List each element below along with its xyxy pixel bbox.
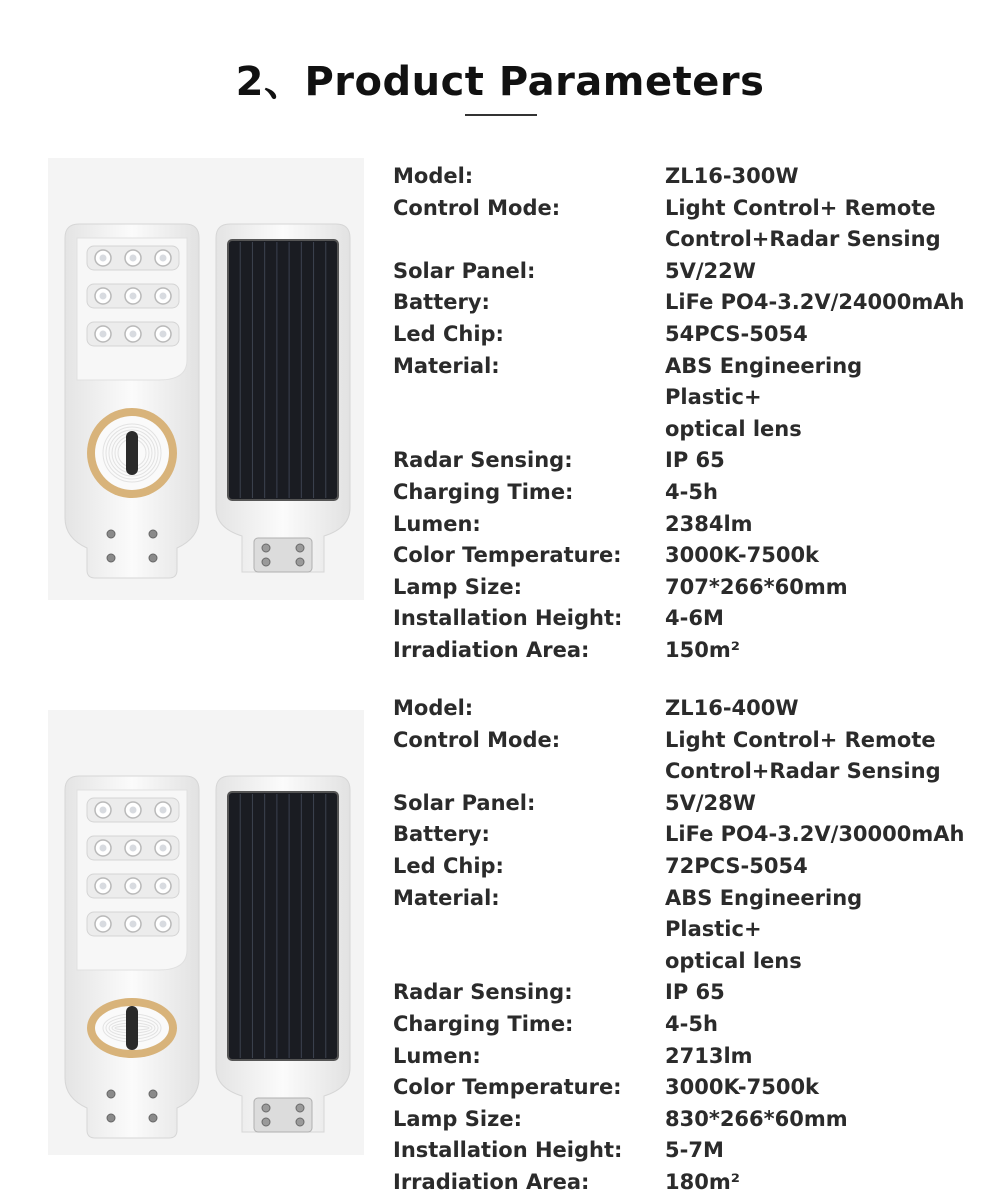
spec-label: Material:	[393, 885, 500, 910]
led-lens	[100, 921, 107, 928]
spec-value: 4-6M	[665, 606, 724, 631]
bracket-bolt	[296, 558, 304, 566]
spec-label: Solar Panel:	[393, 790, 536, 815]
mount-bolt	[149, 554, 157, 562]
spec-row	[393, 635, 973, 667]
spec-table	[393, 693, 973, 1199]
spec-row	[393, 256, 973, 288]
street-light-illustration	[48, 158, 364, 600]
spec-value: Light Control+ Remote Control+Radar Sensing	[665, 195, 941, 252]
spec-row	[393, 161, 973, 193]
led-lens	[130, 807, 137, 814]
spec-label: Radar Sensing:	[393, 448, 573, 473]
bracket-bolt	[262, 1104, 270, 1112]
spec-row	[393, 1041, 973, 1073]
spec-value: LiFe PO4-3.2V/24000mAh	[665, 290, 965, 315]
spec-row	[393, 287, 973, 319]
spec-value: 5-7M	[665, 1138, 724, 1163]
spec-row	[393, 851, 973, 883]
led-lens	[130, 293, 137, 300]
spec-value: IP 65	[665, 448, 725, 473]
spec-value: 72PCS-5054	[665, 853, 808, 878]
solar-panel	[228, 240, 338, 500]
led-lens	[160, 331, 167, 338]
led-lens	[100, 845, 107, 852]
spec-label: Irradiation Area:	[393, 637, 590, 662]
mount-bolt	[149, 1090, 157, 1098]
spec-row	[393, 693, 973, 725]
spec-row	[393, 540, 973, 572]
bracket-bolt	[262, 544, 270, 552]
led-lens	[160, 883, 167, 890]
spec-label: Color Temperature:	[393, 543, 622, 568]
bracket-bolt	[296, 544, 304, 552]
spec-label: Control Mode:	[393, 195, 561, 220]
spec-label: Radar Sensing:	[393, 980, 573, 1005]
spec-value: 5V/22W	[665, 258, 756, 283]
spec-label: Installation Height:	[393, 1138, 623, 1163]
led-lens	[100, 255, 107, 262]
sensor-window	[126, 1006, 138, 1050]
spec-value: 150m²	[665, 637, 740, 662]
spec-value: 3000K-7500k	[665, 1075, 820, 1100]
product-photo	[48, 710, 364, 1155]
solar-panel	[228, 792, 338, 1060]
led-lens	[130, 883, 137, 890]
led-lens	[130, 845, 137, 852]
spec-row	[393, 788, 973, 820]
spec-label: Solar Panel:	[393, 258, 536, 283]
mount-bolt	[149, 530, 157, 538]
spec-value: 830*266*60mm	[665, 1106, 848, 1131]
mount-bolt	[107, 554, 115, 562]
spec-value: ABS Engineering Plastic+ optical lens	[665, 885, 863, 973]
led-lens	[130, 921, 137, 928]
spec-label: Charging Time:	[393, 479, 574, 504]
spec-row	[393, 445, 973, 477]
spec-row	[393, 193, 973, 256]
led-lens	[160, 255, 167, 262]
spec-value: ZL16-300W	[665, 164, 799, 188]
led-lens	[100, 293, 107, 300]
led-lens	[160, 807, 167, 814]
spec-value: IP 65	[665, 980, 725, 1005]
mount-bolt	[107, 1114, 115, 1122]
spec-label: Lumen:	[393, 1043, 481, 1068]
spec-row	[393, 477, 973, 509]
led-lens	[130, 255, 137, 262]
bracket-bolt	[296, 1104, 304, 1112]
led-lens	[100, 807, 107, 814]
spec-value: 4-5h	[665, 1011, 718, 1036]
spec-label: Installation Height:	[393, 606, 623, 631]
spec-row	[393, 1009, 973, 1041]
spec-value: 180m²	[665, 1169, 740, 1194]
led-lens	[160, 293, 167, 300]
spec-label: Lamp Size:	[393, 574, 522, 599]
spec-row	[393, 603, 973, 635]
spec-label: Battery:	[393, 822, 490, 847]
spec-value: LiFe PO4-3.2V/30000mAh	[665, 822, 965, 847]
spec-value: 5V/28W	[665, 790, 756, 815]
spec-row	[393, 1104, 973, 1136]
spec-label: Model:	[393, 164, 474, 188]
spec-value: 3000K-7500k	[665, 543, 820, 568]
spec-label: Lumen:	[393, 511, 481, 536]
spec-row	[393, 1167, 973, 1199]
spec-label: Model:	[393, 696, 474, 720]
mount-bolt	[149, 1114, 157, 1122]
mounting-bracket	[254, 1098, 312, 1132]
spec-label: Lamp Size:	[393, 1106, 522, 1131]
product-photo	[48, 158, 364, 600]
bracket-bolt	[296, 1118, 304, 1126]
street-light-illustration	[48, 710, 364, 1155]
spec-row	[393, 319, 973, 351]
spec-row	[393, 819, 973, 851]
spec-value: 707*266*60mm	[665, 574, 848, 599]
spec-row	[393, 977, 973, 1009]
led-lens	[100, 883, 107, 890]
spec-label: Irradiation Area:	[393, 1169, 590, 1194]
spec-row	[393, 572, 973, 604]
spec-row	[393, 1072, 973, 1104]
mount-bolt	[107, 530, 115, 538]
spec-row	[393, 725, 973, 788]
spec-label: Battery:	[393, 290, 490, 315]
spec-value: 4-5h	[665, 479, 718, 504]
spec-label: Color Temperature:	[393, 1075, 622, 1100]
spec-value: 2713lm	[665, 1043, 753, 1068]
title-underline	[465, 114, 537, 116]
spec-label: Material:	[393, 353, 500, 378]
spec-value: ZL16-400W	[665, 696, 799, 720]
spec-table	[393, 161, 973, 667]
spec-label: Charging Time:	[393, 1011, 574, 1036]
spec-row	[393, 1135, 973, 1167]
led-lens	[160, 845, 167, 852]
spec-value: Light Control+ Remote Control+Radar Sensing	[665, 727, 941, 784]
spec-label: Led Chip:	[393, 321, 504, 346]
spec-label: Control Mode:	[393, 727, 561, 752]
mount-bolt	[107, 1090, 115, 1098]
spec-row	[393, 351, 973, 446]
bracket-bolt	[262, 1118, 270, 1126]
spec-value: 2384lm	[665, 511, 753, 536]
spec-row	[393, 509, 973, 541]
led-lens	[100, 331, 107, 338]
spec-value: 54PCS-5054	[665, 321, 808, 346]
spec-row	[393, 883, 973, 978]
led-lens	[130, 331, 137, 338]
sensor-window	[126, 431, 138, 475]
spec-value: ABS Engineering Plastic+ optical lens	[665, 353, 863, 441]
led-lens	[160, 921, 167, 928]
page-title: 2、Product Parameters	[235, 59, 765, 105]
spec-label: Led Chip:	[393, 853, 504, 878]
bracket-bolt	[262, 558, 270, 566]
mounting-bracket	[254, 538, 312, 572]
